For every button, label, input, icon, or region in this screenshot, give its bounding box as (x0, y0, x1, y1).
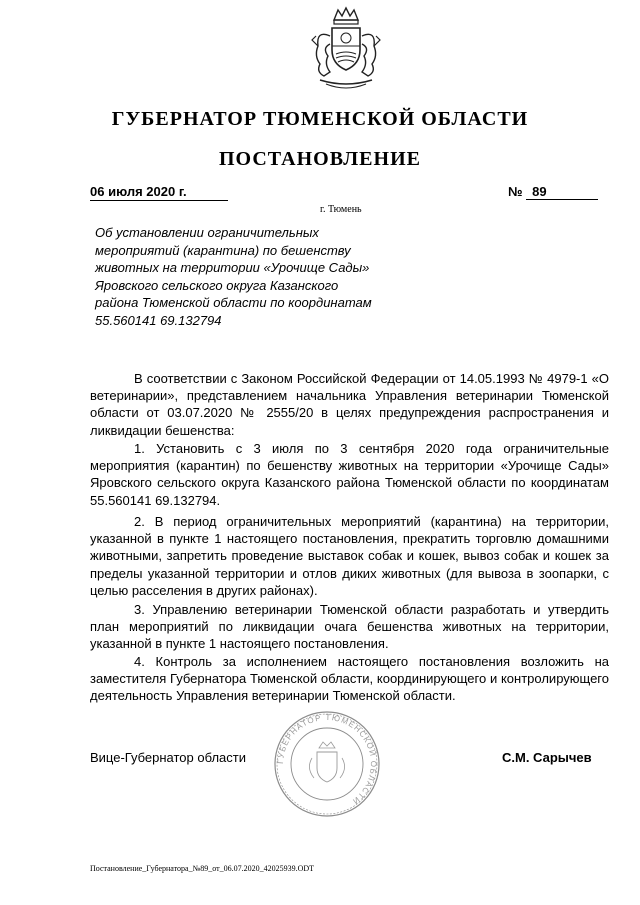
clause-3-paragraph: 3. Управлению ветеринарии Тюменской области разработать и утвердить план мероприятий по ликвидации очага бешенства животных на территории, указанной в пункте 1 настоящего постановления. (90, 602, 609, 652)
subject-line: мероприятий (карантина) по бешенству (95, 242, 351, 258)
subject-line: района Тюменской области по координатам (95, 295, 372, 311)
document-type: ПОСТАНОВЛЕНИЕ (219, 148, 421, 170)
number-label: № (508, 184, 523, 199)
subject-line: 55.560141 69.132794 (95, 312, 222, 328)
preamble-paragraph: В соответствии с Законом Российской Федерации от 14.05.1993 № 4979-1 «О ветеринарии», представлением начальника Управления ветеринарии Тюменской области от 03.07.2020 № 2555/20 в целях предупреждения распространения и ликвидации бешенства: (90, 371, 609, 438)
coat-of-arms-icon (306, 6, 386, 96)
number-value: 89 (526, 184, 598, 200)
document-subject (95, 224, 400, 330)
clause-2-paragraph: 2. В период ограничительных мероприятий (карантина) на территории, указанной в пункте 1 настоящего постановления, прекратить торговлю домашними животными, запретить проведение выставок собак и кошек, вывоз собак и кошек за пределы указанной территории и отлов диких животных (для вывоза в зоопарки, с целью расселения в других районах). (90, 514, 609, 598)
svg-text:ГУБЕРНАТОР ТЮМЕНСКОЙ ОБЛАСТИ: ГУБЕРНАТОР ТЮМЕНСКОЙ ОБЛАСТИ (275, 712, 379, 807)
clause-1-paragraph: 1. Установить с 3 июля по 3 сентября 2020 года ограничительные мероприятия (карантин) по бешенству животных на территории «Урочище Сады» Яровского сельского округа Казанского района Тюменской области по координатам 55.560141 69.132794. (90, 441, 609, 508)
clause-4-paragraph: 4. Контроль за исполнением настоящего постановления возложить на заместителя Губернатора Тюменской области, координирующего и контролирующего деятельность Управления ветеринарии Тюменской области. (90, 654, 609, 704)
subject-line: Об установлении ограничительных (95, 225, 319, 240)
document-date: 06 июля 2020 г. (90, 184, 228, 201)
official-stamp-icon (272, 708, 382, 820)
document-city: г. Тюмень (320, 204, 362, 215)
document-number (508, 184, 598, 200)
signatory-role: Вице-Губернатор области (90, 750, 246, 765)
document-filename: Постановление_Губернатора_№89_от_06.07.2020_42025939.ODT (90, 864, 315, 873)
subject-line: животных на территории «Урочище Сады» (95, 260, 370, 276)
signatory-name: С.М. Сарычев (502, 750, 592, 765)
subject-line: Яровского сельского округа Казанского (95, 277, 339, 293)
governor-title: ГУБЕРНАТОР ТЮМЕНСКОЙ ОБЛАСТИ (111, 108, 529, 130)
